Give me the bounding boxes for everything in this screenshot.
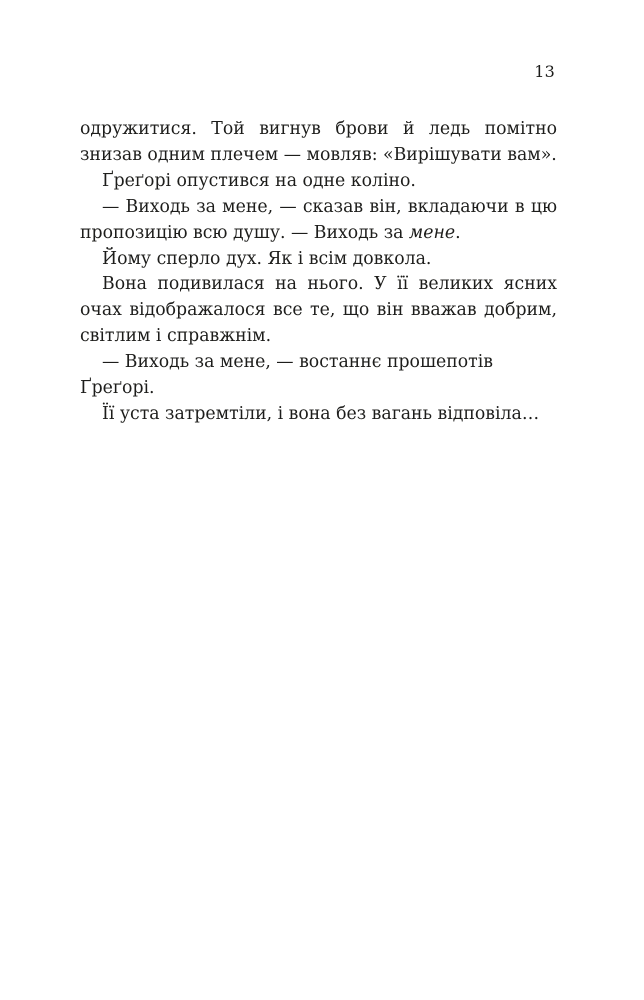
paragraph-1: одружитися. Той вигнув брови й ледь помітно знизав одним плечем — мовляв: «Вирішувати вам». <box>80 119 557 165</box>
paragraph-3-text-before: — Виходь за мене, — сказав він, вкладаючи в цю пропозицію всю душу. — Виходь за <box>80 196 557 243</box>
paragraph-3 <box>80 195 557 247</box>
paragraph-5: Вона подивилася на нього. У її великих ясних очах відображалося все те, що він вважав добрим, світлим і справжнім. <box>80 274 557 347</box>
body-text <box>80 117 557 428</box>
paragraph-4: Йому сперло дух. Як і всім довкола. <box>102 248 432 269</box>
paragraph-3-text-after: . <box>455 222 461 243</box>
page-number: 13 <box>534 62 555 81</box>
paragraph-3-emphasis: мене <box>408 222 456 243</box>
paragraph-7: Її уста затремтіли, і вона без вагань відповіла… <box>102 403 540 424</box>
paragraph-6: — Виходь за мене, — востаннє прошепотів Ґреґорі. <box>80 352 493 399</box>
paragraph-2: Ґреґорі опустився на одне коліно. <box>102 170 416 191</box>
